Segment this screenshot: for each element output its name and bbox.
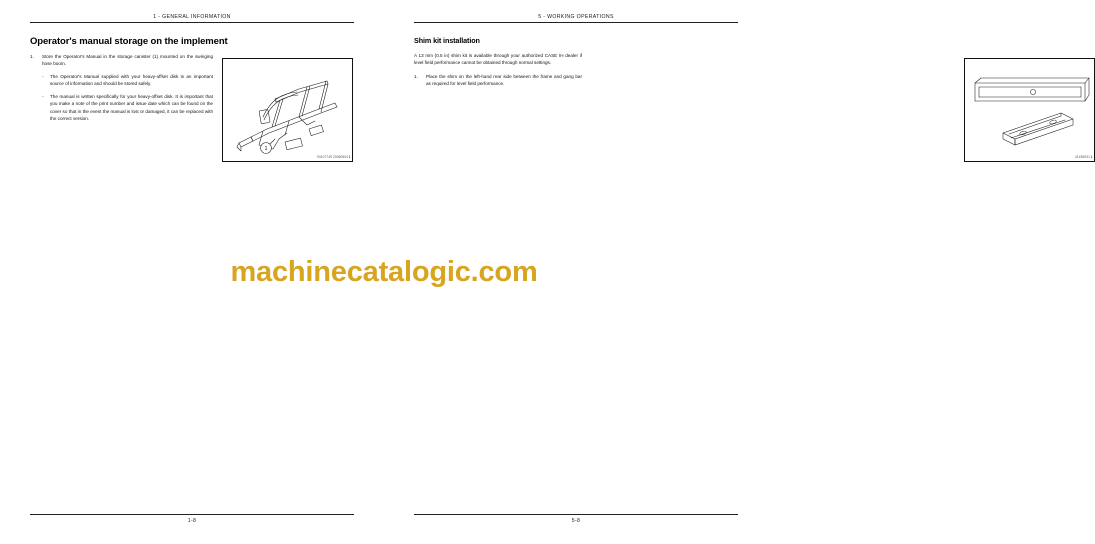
page-number-left: 1-8 bbox=[187, 518, 197, 524]
watermark-text: machinecatalogic.com bbox=[230, 255, 538, 288]
intro-paragraph: A 13 mm (0.5 in) shim kit is available through your authorized CASE IH dealer if level field performance cannot be obtained through normal settings. bbox=[414, 53, 582, 66]
figure-shim-kit bbox=[964, 58, 1095, 162]
page-title-left: Operator's manual storage on the implement bbox=[30, 36, 228, 47]
list-item bbox=[30, 73, 213, 88]
list-item-text: Store the Operator's Manual in the storage canister (1) mounted on the swinging hose boom. bbox=[42, 54, 213, 67]
list-item bbox=[414, 73, 582, 88]
page-header-right bbox=[414, 14, 738, 28]
figure-caption-right: 41436931 bbox=[1075, 155, 1090, 159]
list-item-text: The manual is written specifically for your heavy-offset disk. It is important that you make a note of the print number and issue date which can be found on the cover so that in the event the manual is lost or damaged, it can be replaced with the correct version. bbox=[50, 93, 213, 122]
list-item-dash: - bbox=[42, 73, 44, 79]
figure-number-right: 1 bbox=[1090, 155, 1093, 159]
body-column-left bbox=[30, 53, 213, 128]
list-item-number: 1. bbox=[414, 73, 418, 79]
header-rule-right bbox=[414, 22, 738, 23]
list-item-dash: - bbox=[42, 93, 44, 99]
figure-caption-left: 93107749 20060504 bbox=[317, 155, 348, 159]
list-item bbox=[30, 53, 213, 68]
page-left bbox=[0, 0, 384, 544]
figure-illustration bbox=[223, 59, 353, 162]
page-right bbox=[384, 0, 1093, 544]
header-rule-left bbox=[30, 22, 354, 23]
callout-label: 1 bbox=[264, 146, 268, 152]
page-title-right: Shim kit installation bbox=[414, 36, 480, 45]
figure-implement-hose-boom bbox=[222, 58, 353, 162]
figure-number-left: 1 bbox=[348, 155, 351, 159]
content-right bbox=[414, 36, 738, 93]
page-footer-left bbox=[30, 514, 354, 528]
list-item-number: 1. bbox=[30, 54, 34, 59]
page-header-left bbox=[30, 14, 354, 28]
list-item-text: The Operator's Manual supplied with your heavy-offset disk is an important source of information and should be stored safely. bbox=[50, 73, 213, 87]
body-column-right bbox=[414, 52, 582, 93]
page-number-right: 5-8 bbox=[571, 518, 581, 524]
page-footer-right bbox=[414, 514, 738, 528]
list-item bbox=[30, 93, 213, 123]
header-text-right: 5 - WORKING OPERATIONS bbox=[538, 14, 614, 20]
figure-illustration bbox=[965, 59, 1095, 162]
list-item-text: Place the shim on the left-hand rear side between the frame and gang bar as required for level field performance. bbox=[426, 73, 582, 87]
header-text-left: 1 - GENERAL INFORMATION bbox=[153, 14, 231, 20]
